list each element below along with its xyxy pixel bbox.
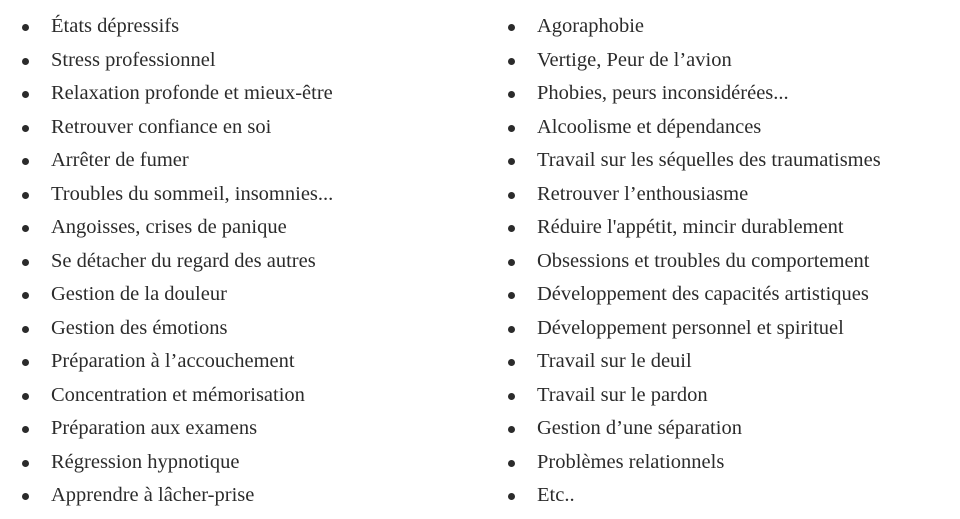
list-item [508,278,958,312]
list-item-label: Développement personnel et spirituel [537,316,844,339]
list-item [508,446,958,480]
list-item [508,178,958,212]
list-item [22,111,492,145]
bullet-icon [508,460,515,467]
list-item-label: Concentration et mémorisation [51,383,305,406]
list-item [508,144,958,178]
list-item [508,77,958,111]
list-item-label: Travail sur les séquelles des traumatismes [537,149,881,171]
list-item-label: Obsessions et troubles du comportement [537,249,870,272]
bullet-icon [508,192,515,199]
list-item [22,345,492,379]
list-item-label: Gestion de la douleur [51,283,227,305]
bullet-icon [22,192,29,199]
list-item [22,144,492,178]
bullet-icon [22,493,29,500]
list-item [508,345,958,379]
list-item [22,44,492,78]
list-item-label: Travail sur le pardon [537,383,708,406]
bullet-icon [508,259,515,266]
list-item-label: Gestion des émotions [51,316,228,339]
bullet-icon [22,259,29,266]
bullet-icon [508,24,515,31]
list-item-label: Développement des capacités artistiques [537,283,869,305]
left-bullet-list [22,10,492,513]
list-item [508,44,958,78]
bullet-icon [22,225,29,232]
bullet-icon [508,91,515,98]
list-item [22,446,492,480]
list-item [22,278,492,312]
list-item [508,479,958,513]
list-item [22,10,492,44]
bullet-icon [22,460,29,467]
list-item-label: Réduire l'appétit, mincir durablement [537,216,844,238]
bullet-icon [22,393,29,400]
bullet-icon [508,393,515,400]
list-item-label: Se détacher du regard des autres [51,249,316,272]
list-item-label: États dépressifs [51,15,180,37]
list-item [508,211,958,245]
list-item-label: Vertige, Peur de l’avion [537,48,732,71]
bullet-icon [22,58,29,65]
list-item-label: Agoraphobie [537,15,645,37]
list-item-label: Retrouver l’enthousiasme [537,182,749,205]
list-item-label: Alcoolisme et dépendances [537,115,762,138]
bullet-icon [508,326,515,333]
list-item-label: Arrêter de fumer [51,149,189,171]
list-item-label: Gestion d’une séparation [537,417,742,439]
list-item [22,412,492,446]
bullet-icon [508,426,515,433]
list-item [508,412,958,446]
list-item-label: Préparation à l’accouchement [51,350,295,372]
list-item [22,77,492,111]
list-item-label: Préparation aux examens [51,417,258,439]
list-item [508,379,958,413]
bullet-icon [508,225,515,232]
list-item [22,479,492,513]
bullet-icon [22,125,29,132]
bullet-icon [508,493,515,500]
list-item-label: Etc.. [537,484,575,506]
right-bullet-list [508,10,958,513]
bullet-icon [22,24,29,31]
bullet-icon [508,359,515,366]
list-item [508,245,958,279]
list-item-label: Stress professionnel [51,48,216,71]
list-item-label: Travail sur le deuil [537,350,692,372]
bullet-icon [508,58,515,65]
list-item [508,111,958,145]
list-item-label: Apprendre à lâcher-prise [51,484,255,506]
list-item-label: Angoisses, crises de panique [51,216,287,238]
bullet-icon [508,125,515,132]
list-item [22,211,492,245]
list-item-label: Troubles du sommeil, insomnies... [51,182,334,205]
bullet-icon [22,359,29,366]
list-item-label: Relaxation profonde et mieux-être [51,82,333,104]
bullet-icon [22,426,29,433]
bullet-icon [22,91,29,98]
bullet-icon [22,326,29,333]
list-item-label: Problèmes relationnels [537,450,725,473]
bullet-icon [508,158,515,165]
list-item-label: Retrouver confiance en soi [51,115,272,138]
list-item [508,312,958,346]
list-item-label: Phobies, peurs inconsidérées... [537,82,789,104]
list-item [22,312,492,346]
bullet-icon [22,292,29,299]
list-item [508,10,958,44]
list-item [22,379,492,413]
bullet-icon [22,158,29,165]
list-item [22,245,492,279]
bullet-icon [508,292,515,299]
list-item [22,178,492,212]
list-item-label: Régression hypnotique [51,450,240,473]
